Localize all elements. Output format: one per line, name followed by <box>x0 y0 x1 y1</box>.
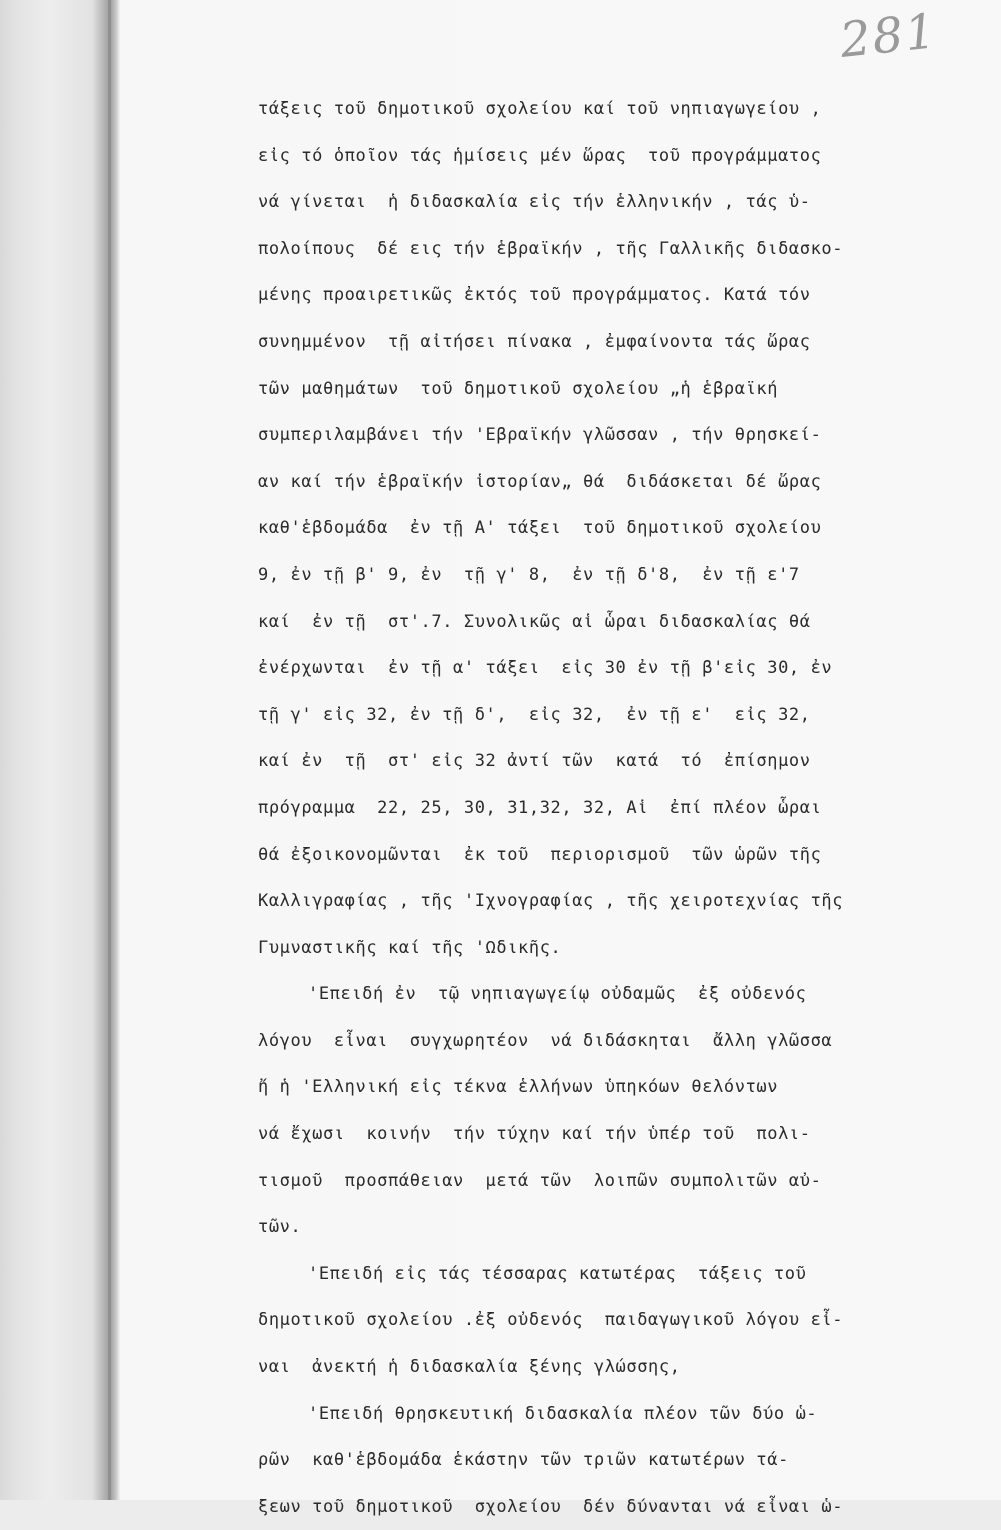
text-line: 'Επειδή θρησκευτική διδασκαλία πλέον τῶν δύο ὡ- <box>308 1403 818 1424</box>
text-line: 'Επειδή εἰς τάς τέσσαρας κατωτέρας τάξεις τοῦ <box>308 1263 807 1284</box>
text-line: λόγου εἶναι συγχωρητέον νά διδάσκηται ἄλλη γλῶσσα <box>258 1030 833 1051</box>
text-line: Καλλιγραφίας , τῆς 'Ιχνογραφίας , τῆς χειροτεχνίας τῆς <box>258 891 844 912</box>
gutter-edge <box>108 0 111 1500</box>
text-line: συνημμένον τῇ αἰτήσει πίνακα , ἐμφαίνοντα τάς ὥρας <box>258 331 811 352</box>
text-line: πολοίπους δέ εις τήν ἑβραϊκήν , τῆς Γαλλικῆς διδασκο- <box>258 238 844 259</box>
text-line: ξεων τοῦ δημοτικοῦ σχολείου δέν δύνανται νά εἶναι ὡ- <box>258 1496 844 1517</box>
text-line: νά ἔχωσι κοινήν τήν τύχην καί τήν ὑπέρ τοῦ πολι- <box>258 1124 811 1145</box>
text-line: ἐνέρχωνται ἐν τῇ α' τάξει εἰς 30 ἐν τῇ β'εἰς 30, ἐν <box>258 658 833 679</box>
text-line: 9, ἐν τῇ β' 9, ἐν τῇ γ' 8, ἐν τῇ δ'8, ἐν τῇ ε'7 <box>258 564 800 585</box>
typed-text-body <box>258 86 978 1530</box>
text-line: δημοτικοῦ σχολείου .ἐξ οὐδενός παιδαγωγικοῦ λόγου εἶ- <box>258 1310 844 1331</box>
text-line: μένης προαιρετικῶς ἐκτός τοῦ προγράμματος. Κατά τόν <box>258 285 811 306</box>
text-line: τῶν. <box>258 1217 302 1238</box>
text-line: ἤ ἡ 'Ελληνική εἰς τέκνα ἑλλήνων ὑπηκόων θελόντων <box>258 1077 779 1098</box>
text-line: θά ἐξοικονομῶνται ἐκ τοῦ περιορισμοῦ τῶν ὡρῶν τῆς <box>258 844 822 865</box>
text-line: καθ'ἑβδομάδα ἐν τῇ Α' τάξει τοῦ δημοτικοῦ σχολείου <box>258 518 822 539</box>
text-line: 'Επειδή ἐν τῷ νηπιαγωγείῳ οὐδαμῶς ἐξ οὐδενός <box>308 984 807 1005</box>
text-line: καί ἐν τῇ στ'.7. Συνολικῶς αἱ ὧραι διδασκαλίας θά <box>258 611 811 632</box>
text-line: πρόγραμμα 22, 25, 30, 31,32, 32, Αἱ ἐπί πλέον ὧραι <box>258 797 822 818</box>
binding-gutter <box>0 0 120 1500</box>
handwritten-page-number: 281 <box>837 3 941 69</box>
text-line: συμπεριλαμβάνει τήν 'Εβραϊκήν γλῶσσαν , τήν θρησκεί- <box>258 425 822 446</box>
text-line: καί ἐν τῇ στ' εἰς 32 ἀντί τῶν κατά τό ἐπίσημον <box>258 751 811 772</box>
text-line: τῶν μαθημάτων τοῦ δημοτικοῦ σχολείου „ἡ ἑβραϊκή <box>258 378 779 399</box>
text-line: Γυμναστικῆς καί τῆς 'Ωδικῆς. <box>258 937 562 958</box>
text-line: ναι ἀνεκτή ἡ διδασκαλία ξένης γλώσσης, <box>258 1357 681 1378</box>
text-line: τῇ γ' εἰς 32, ἐν τῇ δ', εἰς 32, ἐν τῇ ε' εἰς 32, <box>258 704 811 725</box>
text-line: ρῶν καθ'ἑβδομάδα ἑκάστην τῶν τριῶν κατωτέρων τά- <box>258 1450 789 1471</box>
text-line: αν καί τήν ἑβραϊκήν ἱστορίαν„ θά διδάσκεται δέ ὥρας <box>258 471 822 492</box>
text-line: τάξεις τοῦ δημοτικοῦ σχολείου καί τοῦ νηπιαγωγείου , <box>258 99 822 119</box>
text-line: νά γίνεται ἡ διδασκαλία εἰς τήν ἑλληνικήν , τάς ὑ- <box>258 192 811 213</box>
text-line: εἰς τό ὁποῖον τάς ἡμίσεις μέν ὥρας τοῦ προγράμματος <box>258 145 822 166</box>
text-line: τισμοῦ προσπάθειαν μετά τῶν λοιπῶν συμπολιτῶν αὐ- <box>258 1170 822 1191</box>
